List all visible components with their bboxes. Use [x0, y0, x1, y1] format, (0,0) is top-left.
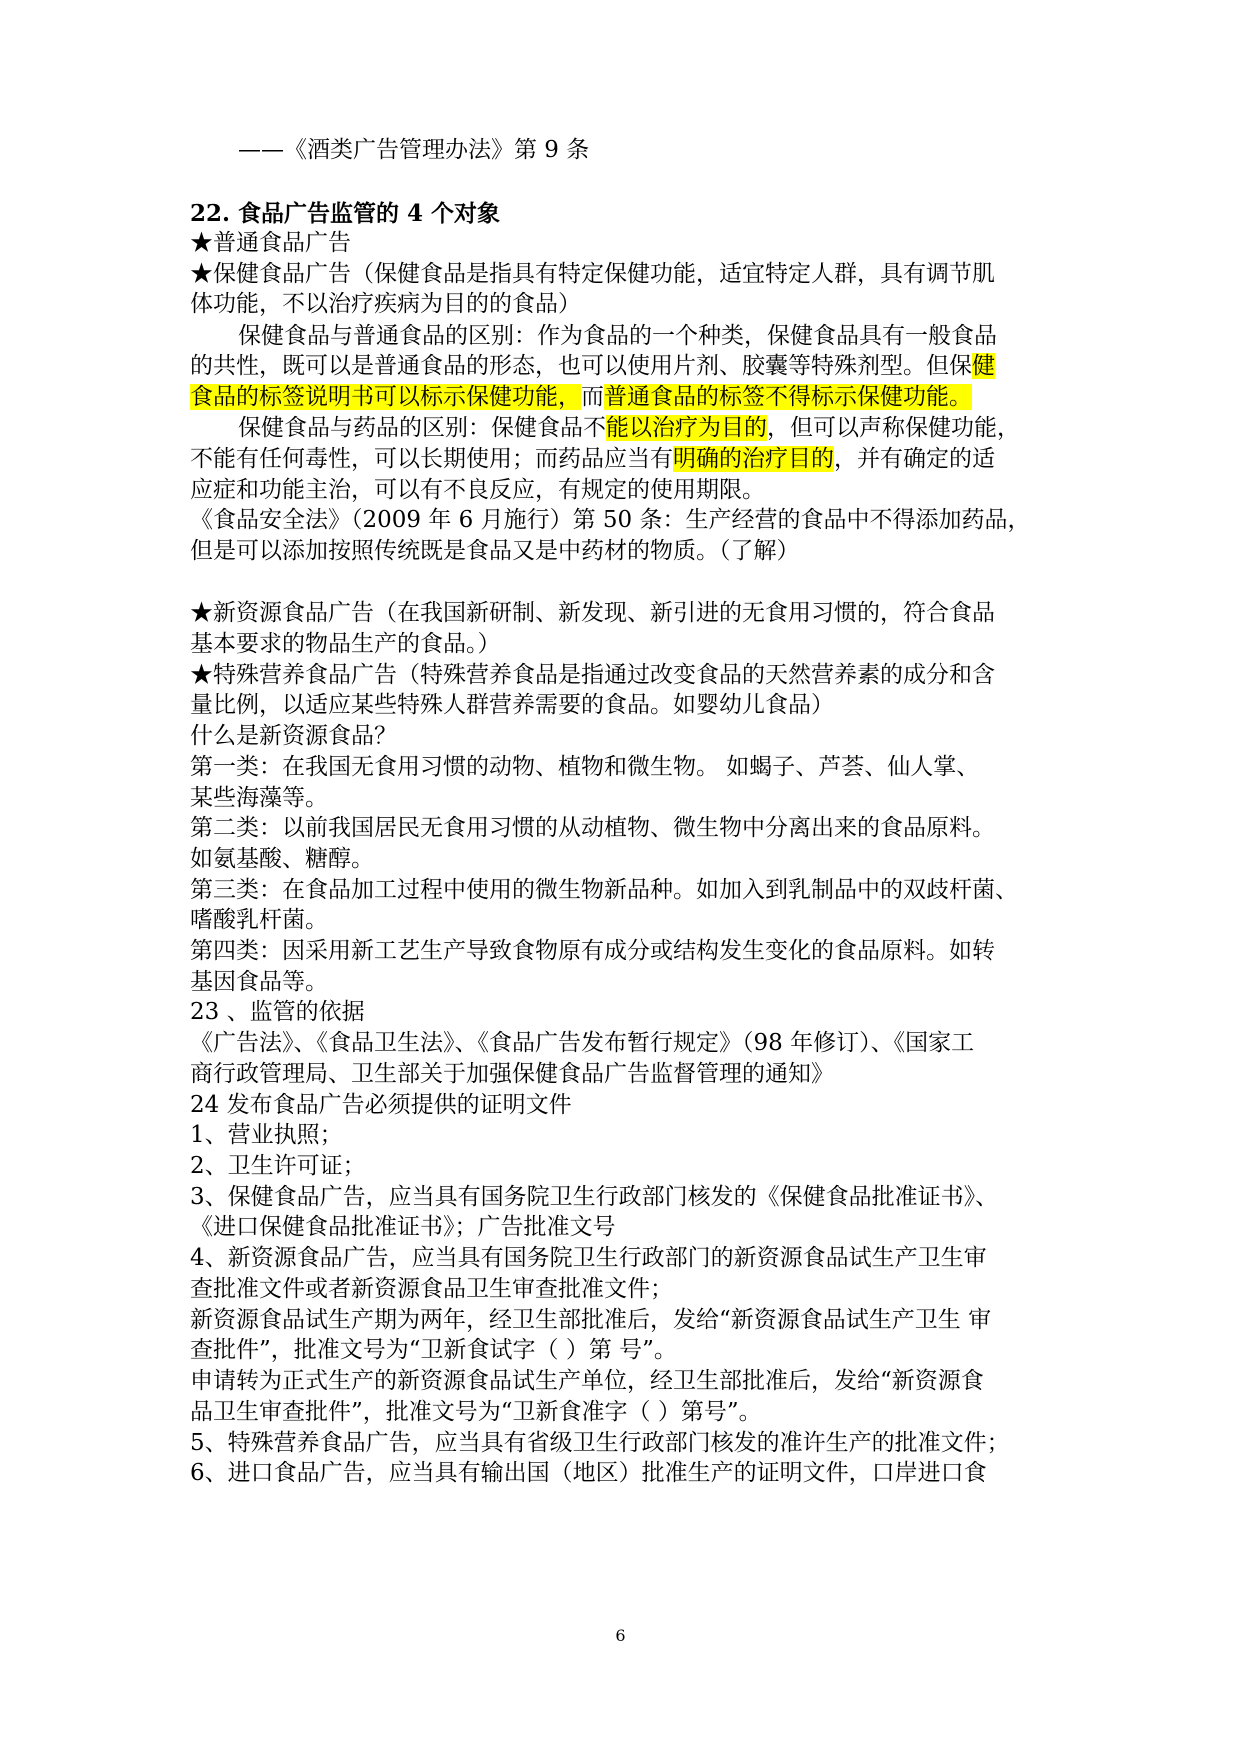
- text-line: 保健食品与普通食品的区别：作为食品的一个种类，保健食品具有一般食品: [238, 323, 997, 349]
- page-number: 6: [615, 1626, 626, 1645]
- text-line: 申请转为正式生产的新资源食品试生产单位，经卫生部批准后，发给“新资源食: [190, 1368, 984, 1394]
- text-line: ★普通食品广告: [190, 230, 351, 256]
- text-line: 的共性，既可以是普通食品的形态，也可以使用片剂、胶囊等特殊剂型。但保健: [190, 353, 995, 379]
- citation-line: ——《酒类广告管理办法》第 9 条: [238, 137, 590, 163]
- text-line: 应症和功能主治，可以有不良反应，有规定的使用期限。: [190, 477, 765, 503]
- text-line: 第三类：在食品加工过程中使用的微生物新品种。如加入到乳制品中的双歧杆菌、: [190, 877, 1018, 903]
- list-item: 5、特殊营养食品广告，应当具有省级卫生行政部门核发的准许生产的批准文件；: [190, 1430, 1010, 1456]
- text-line: 但是可以添加按照传统既是食品又是中药材的物质。（了解）: [190, 538, 800, 564]
- text-line: 基本要求的物品生产的食品。）: [190, 631, 501, 657]
- highlight: 食品的标签说明书可以标示保健功能，: [190, 384, 581, 410]
- section-heading-24: 24 发布食品广告必须提供的证明文件: [190, 1092, 572, 1118]
- highlight: 能以治疗为目的: [606, 415, 767, 441]
- text-line: 《食品安全法》（2009 年 6 月施行）第 50 条：生产经营的食品中不得添加药品，: [190, 507, 1031, 533]
- section-heading-22: 22. 食品广告监管的 4 个对象: [190, 200, 501, 227]
- text-line: 如氨基酸、糖醇。: [190, 846, 374, 872]
- text-line: ★保健食品广告（保健食品是指具有特定保健功能，适宜特定人群，具有调节肌: [190, 261, 995, 287]
- text-line: 新资源食品试生产期为两年，经卫生部批准后，发给“新资源食品试生产卫生 审: [190, 1307, 992, 1333]
- text-line: 品卫生审查批件”，批准文号为“卫新食准字（ ）第号”。: [190, 1399, 762, 1425]
- text-line: ★新资源食品广告（在我国新研制、新发现、新引进的无食用习惯的，符合食品: [190, 600, 995, 626]
- text-line: 食品的标签说明书可以标示保健功能，而普通食品的标签不得标示保健功能。: [190, 384, 972, 410]
- text-line: 查批准文件或者新资源食品卫生审查批准文件；: [190, 1276, 673, 1302]
- highlight: 明确的治疗目的: [673, 446, 834, 472]
- list-item: 2、卫生许可证；: [190, 1153, 366, 1179]
- text-line: 量比例，以适应某些特殊人群营养需要的食品。如婴幼儿食品）: [190, 692, 834, 718]
- text-line: 某些海藻等。: [190, 785, 328, 811]
- highlight: 健: [972, 353, 995, 379]
- text-line: 《进口保健食品批准证书》；广告批准文号: [190, 1214, 616, 1240]
- text-line: 不能有任何毒性，可以长期使用；而药品应当有明确的治疗目的，并有确定的适: [190, 446, 995, 472]
- list-item: 4、新资源食品广告，应当具有国务院卫生行政部门的新资源食品试生产卫生审: [190, 1245, 987, 1271]
- text-line: 商行政管理局、卫生部关于加强保健食品广告监督管理的通知》: [190, 1061, 834, 1087]
- list-item: 6、进口食品广告，应当具有输出国（地区）批准生产的证明文件，口岸进口食: [190, 1460, 987, 1486]
- text-line: 第四类：因采用新工艺生产导致食物原有成分或结构发生变化的食品原料。如转: [190, 938, 995, 964]
- text-line: 基因食品等。: [190, 969, 328, 995]
- text-line: 《广告法》、《食品卫生法》、《食品广告发布暂行规定》（98 年修订）、《国家工: [190, 1030, 975, 1056]
- highlight: 普通食品的标签不得标示保健功能。: [604, 384, 972, 410]
- text-line: 嗜酸乳杆菌。: [190, 907, 328, 933]
- text-line: 保健食品与药品的区别：保健食品不能以治疗为目的，但可以声称保健功能，: [238, 415, 1020, 441]
- text-line: 体功能，不以治疗疾病为目的的食品）: [190, 291, 581, 317]
- list-item: 3、保健食品广告，应当具有国务院卫生行政部门核发的《保健食品批准证书》、: [190, 1184, 999, 1210]
- text-line: 什么是新资源食品？: [190, 723, 397, 749]
- text-line: 第一类：在我国无食用习惯的动物、植物和微生物。 如蝎子、芦荟、仙人掌、: [190, 754, 980, 780]
- text-line: 第二类：以前我国居民无食用习惯的从动植物、微生物中分离出来的食品原料。: [190, 815, 995, 841]
- text-line: ★特殊营养食品广告（特殊营养食品是指通过改变食品的天然营养素的成分和含: [190, 662, 995, 688]
- list-item: 1、营业执照；: [190, 1122, 343, 1148]
- text-line: 查批件”，批准文号为“卫新食试字（ ）第 号”。: [190, 1337, 677, 1363]
- section-heading-23: 23 、监管的依据: [190, 999, 365, 1025]
